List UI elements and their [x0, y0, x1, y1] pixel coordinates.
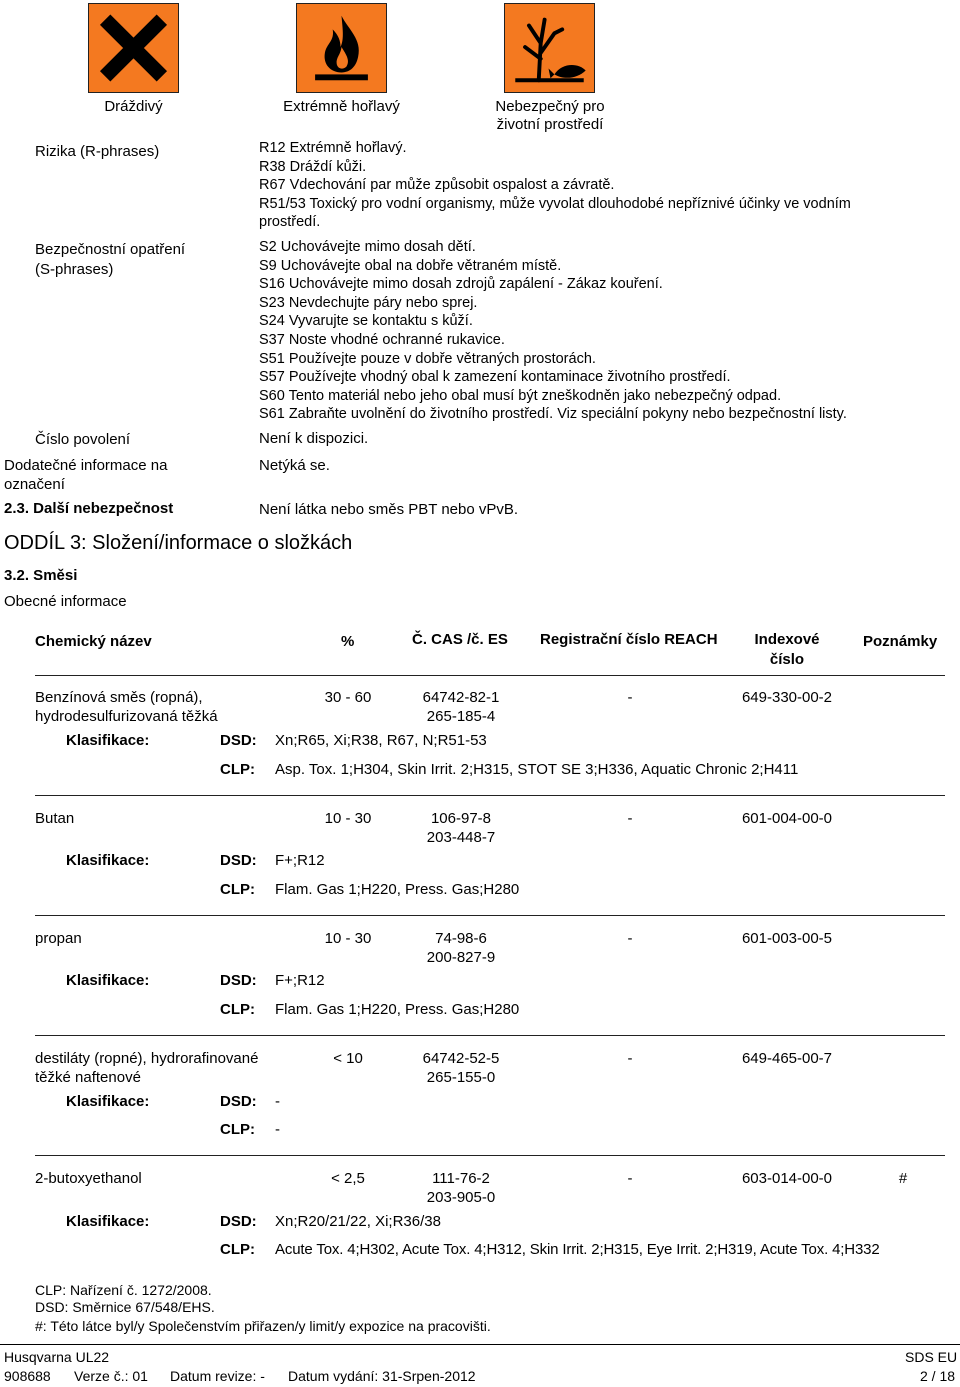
section-title: ODDÍL 3: Složení/informace o složkách	[4, 532, 353, 554]
footnote: CLP: Nařízení č. 1272/2008.	[35, 1282, 212, 1298]
substance-es: 265-155-0	[426, 1069, 496, 1086]
flame-icon	[296, 3, 387, 93]
clp-value: Flam. Gas 1;H220, Press. Gas;H280	[275, 1001, 520, 1018]
substance-reach: -	[627, 1050, 633, 1067]
risk-phrases	[259, 139, 851, 232]
other-hazard-label: 2.3. Další nebezpečnost	[4, 500, 174, 517]
klasifikace-label: Klasifikace:	[66, 732, 150, 749]
safety-phrase: S24 Vyvarujte se kontaktu s kůží.	[259, 313, 473, 330]
risk-phrase: prostředí.	[259, 214, 321, 231]
clp-value: Flam. Gas 1;H220, Press. Gas;H280	[275, 881, 520, 898]
subsection-title: 3.2. Směsi	[4, 567, 78, 584]
dsd-value: Xn;R65, Xi;R38, R67, N;R51-53	[275, 732, 487, 749]
extra-info-label-sub: označení	[4, 476, 65, 493]
substance-reach: -	[627, 689, 633, 706]
clp-label: CLP:	[220, 1001, 255, 1018]
header-reach: Registrační číslo REACH	[540, 631, 718, 648]
clp-label: CLP:	[220, 1121, 255, 1138]
harmful-x-icon	[88, 3, 179, 93]
substance-percent: < 2,5	[331, 1170, 365, 1187]
footer-doc-type: SDS EU	[905, 1349, 958, 1365]
substance-index: 603-014-00-0	[741, 1170, 833, 1187]
footer-number: 908688	[4, 1368, 51, 1384]
header-name: Chemický název	[35, 633, 152, 650]
footer-revision: Datum revize: -	[170, 1368, 265, 1384]
substance-reach: -	[627, 930, 633, 947]
dsd-value: F+;R12	[275, 972, 325, 989]
substance-cas: 106-97-8	[430, 810, 492, 827]
safety-phrase: S9 Uchovávejte obal na dobře větraném místě.	[259, 257, 562, 274]
klasifikace-label: Klasifikace:	[66, 972, 150, 989]
substance-name: destiláty (ropné), hydrorafinované	[35, 1050, 259, 1067]
substance-cas: 74-98-6	[435, 930, 487, 947]
table-divider	[35, 1035, 945, 1036]
dsd-label: DSD:	[220, 1213, 257, 1230]
substance-es: 200-827-9	[426, 949, 496, 966]
footnote: #: Této látce byl/y Společenstvím přiřazen/y limit/y expozice na pracovišti.	[35, 1318, 491, 1334]
table-divider	[35, 1155, 945, 1156]
substance-percent: 10 - 30	[324, 810, 372, 827]
risk-phrase: R38 Dráždí kůži.	[259, 158, 367, 175]
dsd-value: Xn;R20/21/22, Xi;R36/38	[275, 1213, 441, 1230]
dsd-label: DSD:	[220, 1093, 257, 1110]
safety-label: Bezpečnostní opatření	[35, 241, 186, 258]
extra-info-value: Netýká se.	[259, 457, 330, 474]
substance-es: 203-905-0	[426, 1189, 496, 1206]
substance-percent: 30 - 60	[324, 689, 372, 706]
footer-page-number: 2 / 18	[920, 1368, 956, 1384]
header-index: Indexové	[754, 631, 820, 648]
risk-phrase: R67 Vdechování par může způsobit ospalost a závratě.	[259, 177, 615, 194]
clp-value: Acute Tox. 4;H302, Acute Tox. 4;H312, Skin Irrit. 2;H315, Eye Irrit. 2;H319, Acute Tox. 4;H332	[275, 1241, 880, 1258]
klasifikace-label: Klasifikace:	[66, 1093, 150, 1110]
risk-label: Rizika (R-phrases)	[35, 143, 160, 160]
substance-index: 649-465-00-7	[741, 1050, 833, 1067]
safety-phrase: S61 Zabraňte uvolnění do životního prostředí. Viz speciální pokyny nebo bezpečnostní listy.	[259, 406, 847, 423]
substance-note: #	[898, 1170, 908, 1187]
clp-label: CLP:	[220, 881, 255, 898]
safety-phrase: S57 Používejte vhodný obal k zamezení kontaminace životního prostředí.	[259, 369, 731, 386]
substance-cas: 64742-52-5	[422, 1050, 500, 1067]
clp-value: Asp. Tox. 1;H304, Skin Irrit. 2;H315, STOT SE 3;H336, Aquatic Chronic 2;H411	[275, 761, 799, 778]
substance-index: 649-330-00-2	[741, 689, 833, 706]
substance-percent: 10 - 30	[324, 930, 372, 947]
pictogram-label: Dráždivý	[104, 98, 163, 115]
substance-reach: -	[627, 810, 633, 827]
safety-phrase: S2 Uchovávejte mimo dosah dětí.	[259, 239, 476, 255]
pictogram-label: Nebezpečný pro životní prostředí	[495, 98, 605, 133]
klasifikace-label: Klasifikace:	[66, 1213, 150, 1230]
substance-name: Butan	[35, 810, 75, 827]
dead-tree-fish-icon	[504, 3, 595, 93]
substance-name: Benzínová směs (ropná),	[35, 689, 203, 706]
substance-name: propan	[35, 930, 82, 947]
footnote: DSD: Směrnice 67/548/EHS.	[35, 1299, 215, 1315]
pictogram-label: Extrémně hořlavý	[283, 98, 400, 115]
substance-index: 601-004-00-0	[741, 810, 833, 827]
risk-phrase: R51/53 Toxický pro vodní organismy, může vyvolat dlouhodobé nepříznivé účinky ve vodním	[259, 195, 851, 212]
header-percent: %	[341, 633, 355, 650]
general-info: Obecné informace	[4, 593, 127, 610]
dsd-label: DSD:	[220, 852, 257, 869]
substance-index: 601-003-00-5	[741, 930, 833, 947]
table-divider	[35, 675, 945, 676]
permit-value: Není k dispozici.	[259, 430, 369, 447]
table-divider	[35, 915, 945, 916]
safety-phrase: S16 Uchovávejte mimo dosah zdrojů zapálení - Zákaz kouření.	[259, 276, 663, 293]
header-notes: Poznámky	[863, 633, 938, 650]
header-index-sub: číslo	[769, 651, 805, 668]
dsd-value: F+;R12	[275, 852, 325, 869]
permit-label: Číslo povolení	[35, 431, 131, 448]
safety-label-sub: (S-phrases)	[35, 261, 114, 278]
safety-phrases	[259, 238, 847, 424]
substance-cas: 111-76-2	[432, 1170, 490, 1187]
footer-divider	[0, 1344, 960, 1345]
safety-phrase: S23 Nevdechujte páry nebo sprej.	[259, 294, 478, 311]
substance-es: 203-448-7	[426, 829, 496, 846]
substance-cas: 64742-82-1	[422, 689, 500, 706]
substance-name-cont: těžké naftenové	[35, 1069, 141, 1086]
dsd-label: DSD:	[220, 972, 257, 989]
substance-percent: < 10	[333, 1050, 363, 1067]
clp-label: CLP:	[220, 1241, 255, 1258]
substance-reach: -	[627, 1170, 633, 1187]
header-cas-es: Č. CAS /č. ES	[412, 631, 508, 648]
safety-phrase: S37 Noste vhodné ochranné rukavice.	[259, 331, 505, 348]
footer-product: Husqvarna UL22	[4, 1349, 110, 1365]
clp-label: CLP:	[220, 761, 255, 778]
risk-phrase: R12 Extrémně hořlavý.	[259, 140, 407, 156]
table-divider	[35, 795, 945, 796]
substance-name-cont: hydrodesulfurizovaná těžká	[35, 708, 218, 725]
safety-phrase: S60 Tento materiál nebo jeho obal musí být zneškodněn jako nebezpečný odpad.	[259, 387, 782, 404]
footer-version: Verze č.: 01	[74, 1368, 148, 1384]
footer-issue-date: Datum vydání: 31-Srpen-2012	[288, 1368, 476, 1384]
extra-info-label: Dodatečné informace na	[4, 457, 168, 474]
safety-phrase: S51 Používejte pouze v dobře větraných prostorách.	[259, 350, 596, 367]
substance-name: 2-butoxyethanol	[35, 1170, 142, 1187]
dsd-label: DSD:	[220, 732, 257, 749]
other-hazard-value: Není látka nebo směs PBT nebo vPvB.	[259, 501, 519, 518]
klasifikace-label: Klasifikace:	[66, 852, 150, 869]
substance-es: 265-185-4	[426, 708, 496, 725]
clp-value: -	[275, 1121, 280, 1138]
dsd-value: -	[275, 1093, 280, 1110]
